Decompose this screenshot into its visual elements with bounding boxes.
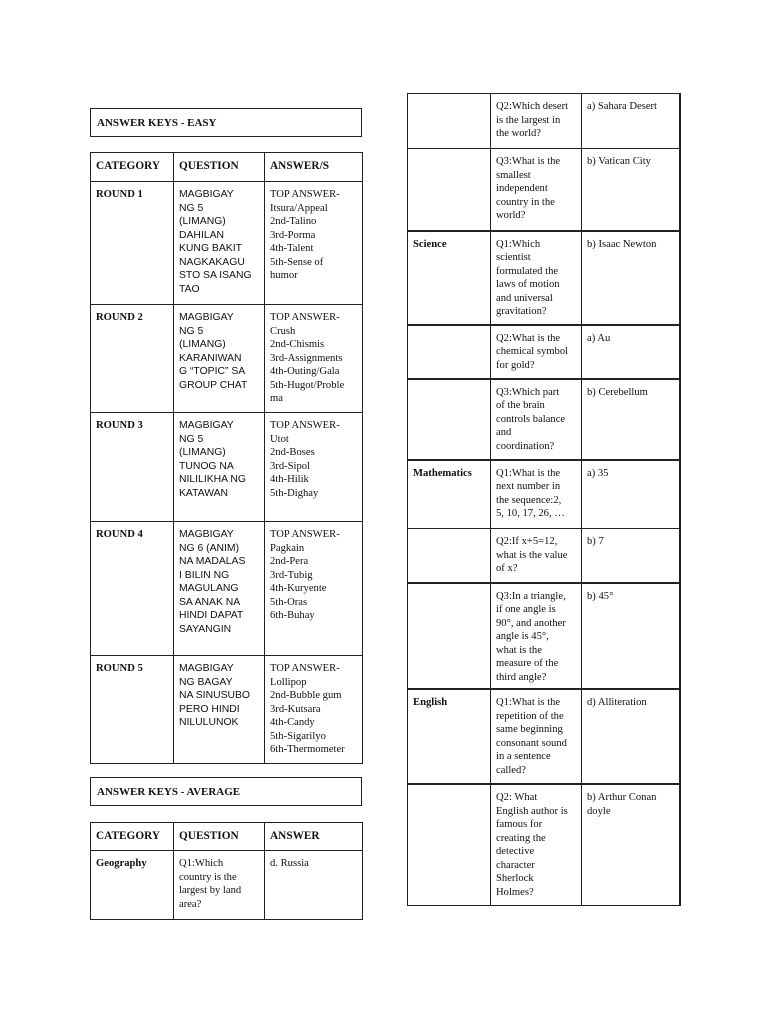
table-row — [91, 851, 363, 920]
row-answer: TOP ANSWER- Lollipop 2nd-Bubble gum 3rd-Kutsara 4th-Candy 5th-Sigarilyo 6th-Thermometer — [265, 656, 363, 764]
table-header-row — [91, 153, 363, 182]
table-row — [408, 460, 680, 529]
easy-title: ANSWER KEYS - EASY — [97, 116, 217, 129]
row-category — [408, 529, 491, 583]
row-answer: b) Arthur Conan doyle — [582, 784, 680, 905]
row-question: MAGBIGAY NG BAGAY NA SINUSUBO PERO HINDI NILULUNOK — [174, 656, 265, 764]
row-category — [408, 583, 491, 690]
row-category — [408, 325, 491, 379]
table-row — [408, 325, 680, 379]
table-header-row — [91, 823, 363, 851]
header-category: CATEGORY — [91, 823, 174, 851]
table-row — [408, 689, 680, 784]
header-question: QUESTION — [174, 823, 265, 851]
table-row — [91, 522, 363, 656]
row-question: Q1:What is the repetition of the same beginning consonant sound in a sentence called? — [491, 689, 582, 784]
table-row — [408, 94, 680, 149]
row-question: Q2:If x+5=12, what is the value of x? — [491, 529, 582, 583]
row-category — [408, 379, 491, 460]
row-question: MAGBIGAY NG 5 (LIMANG) TUNOG NA NILILIKHA NG KATAWAN — [174, 413, 265, 522]
row-category: Science — [408, 231, 491, 325]
row-question: MAGBIGAY NG 6 (ANIM) NA MADALAS I BILIN NG MAGULANG SA ANAK NA HINDI DAPAT SAYANGIN — [174, 522, 265, 656]
header-answer: ANSWER/S — [265, 153, 363, 182]
row-answer: a) Au — [582, 325, 680, 379]
row-question: Q2: What English author is famous for creating the detective character Sherlock Holmes? — [491, 784, 582, 905]
row-category: ROUND 5 — [91, 656, 174, 764]
row-answer: d) Alliteration — [582, 689, 680, 784]
row-category: ROUND 2 — [91, 305, 174, 413]
row-question: MAGBIGAY NG 5 (LIMANG) KARANIWAN G “TOPIC” SA GROUP CHAT — [174, 305, 265, 413]
row-question: Q3:What is the smallest independent country in the world? — [491, 149, 582, 231]
row-answer: TOP ANSWER- Crush 2nd-Chismis 3rd-Assignments 4th-Outing/Gala 5th-Hugot/Proble ma — [265, 305, 363, 413]
row-question: Q3:Which part of the brain controls balance and coordination? — [491, 379, 582, 460]
table-row — [91, 413, 363, 522]
row-answer: TOP ANSWER- Pagkain 2nd-Pera 3rd-Tubig 4th-Kuryente 5th-Oras 6th-Buhay — [265, 522, 363, 656]
row-answer: d. Russia — [265, 851, 363, 920]
table-row — [408, 583, 680, 690]
row-question: Q1:What is the next number in the sequence:2, 5, 10, 17, 26, … — [491, 460, 582, 529]
row-question: Q2:What is the chemical symbol for gold? — [491, 325, 582, 379]
row-answer: b) 45° — [582, 583, 680, 690]
row-answer: b) Vatican City — [582, 149, 680, 231]
table-row — [408, 529, 680, 583]
table-row — [408, 379, 680, 460]
row-answer: b) Isaac Newton — [582, 231, 680, 325]
row-question: Q3:In a triangle, if one angle is 90°, and another angle is 45°, what is the measure of the third angle? — [491, 583, 582, 690]
row-category: ROUND 4 — [91, 522, 174, 656]
table-row — [408, 231, 680, 325]
row-category — [408, 149, 491, 231]
row-answer: a) Sahara Desert — [582, 94, 680, 149]
row-answer: TOP ANSWER- Utot 2nd-Boses 3rd-Sipol 4th-Hilik 5th-Dighay — [265, 413, 363, 522]
easy-answer-table — [90, 152, 363, 764]
table-row — [91, 182, 363, 305]
row-category: ROUND 3 — [91, 413, 174, 522]
average-answer-table — [90, 822, 363, 920]
row-category: English — [408, 689, 491, 784]
row-category: Mathematics — [408, 460, 491, 529]
header-category: CATEGORY — [91, 153, 174, 182]
row-category — [408, 94, 491, 149]
average-title: ANSWER KEYS - AVERAGE — [97, 785, 241, 798]
table-row — [91, 305, 363, 413]
row-answer: b) Cerebellum — [582, 379, 680, 460]
table-row — [408, 149, 680, 231]
row-question: Q1:Which country is the largest by land area? — [174, 851, 265, 920]
row-question: Q2:Which desert is the largest in the world? — [491, 94, 582, 149]
row-category: ROUND 1 — [91, 182, 174, 305]
row-category — [408, 784, 491, 905]
row-question: Q1:Which scientist formulated the laws of motion and universal gravitation? — [491, 231, 582, 325]
row-question: MAGBIGAY NG 5 (LIMANG) DAHILAN KUNG BAKIT NAGKAKAGU STO SA ISANG TAO — [174, 182, 265, 305]
row-answer: b) 7 — [582, 529, 680, 583]
row-answer: a) 35 — [582, 460, 680, 529]
average-continued-table — [407, 93, 681, 906]
easy-title-box — [90, 108, 362, 137]
table-row — [408, 784, 680, 905]
row-answer: TOP ANSWER- Itsura/Appeal 2nd-Talino 3rd-Porma 4th-Talent 5th-Sense of humor — [265, 182, 363, 305]
header-answer: ANSWER — [265, 823, 363, 851]
table-row — [91, 656, 363, 764]
row-category: Geography — [91, 851, 174, 920]
header-question: QUESTION — [174, 153, 265, 182]
average-title-box — [90, 777, 362, 806]
